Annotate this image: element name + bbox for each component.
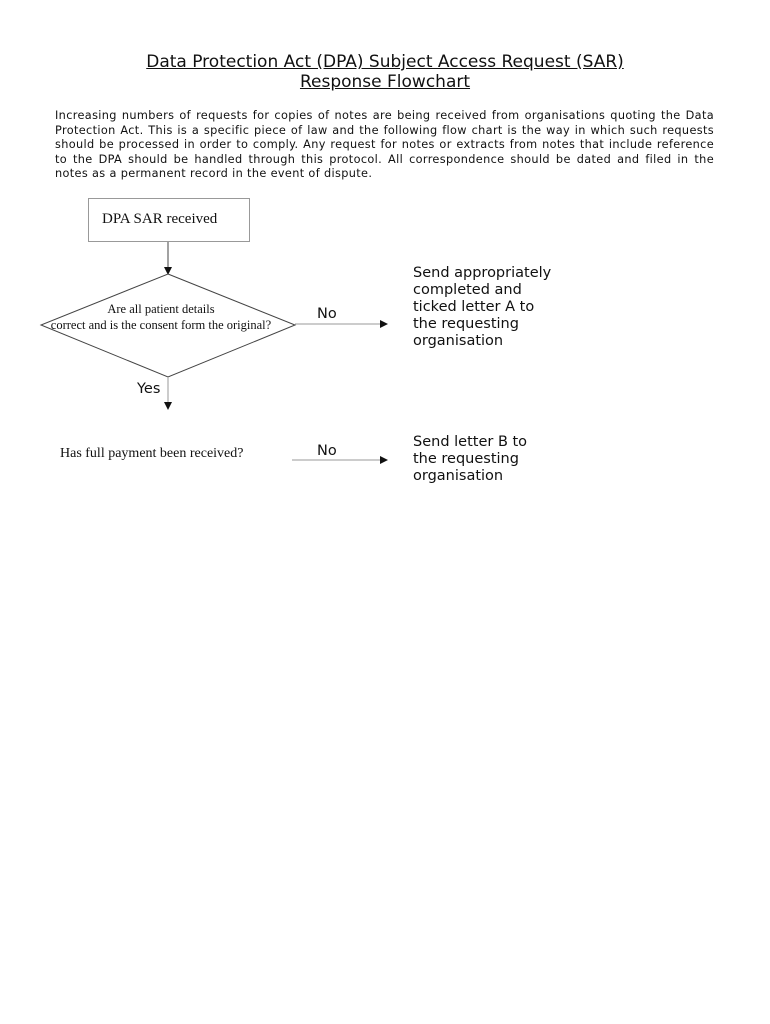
title-line-1: Data Protection Act (DPA) Subject Access Request (SAR) (146, 52, 624, 72)
decision-1-line-2: correct and is the consent form the original? (50, 318, 272, 332)
intro-paragraph: Increasing numbers of requests for copies of notes are being received from organisations quoting the Data Protection Act. This is a specific piece of law and the following flow chart is the way in which such requests should be processed in order to comply. Any request for notes or extracts from notes that include reference to the DPA should be handled through this protocol. All correspondence should be dated and filed in the notes as a permanent record in the event of dispute. (55, 109, 714, 180)
outcome-letter-b: Send letter B to the requesting organisation (413, 434, 528, 484)
decision-1-no-label: No (317, 306, 337, 322)
decision-1-yes-label: Yes (137, 381, 161, 397)
title-line-2: Response Flowchart (299, 72, 471, 92)
outcome-letter-a: Send appropriately completed and ticked letter A to the requesting organisation (413, 265, 552, 349)
decision-2-text: Has full payment been received? (60, 446, 244, 461)
decision-1-text (20, 301, 302, 333)
start-box-label: DPA SAR received (102, 211, 218, 227)
decision-1-line-1: Are all patient details (107, 302, 215, 316)
decision-2-no-label: No (317, 443, 337, 459)
